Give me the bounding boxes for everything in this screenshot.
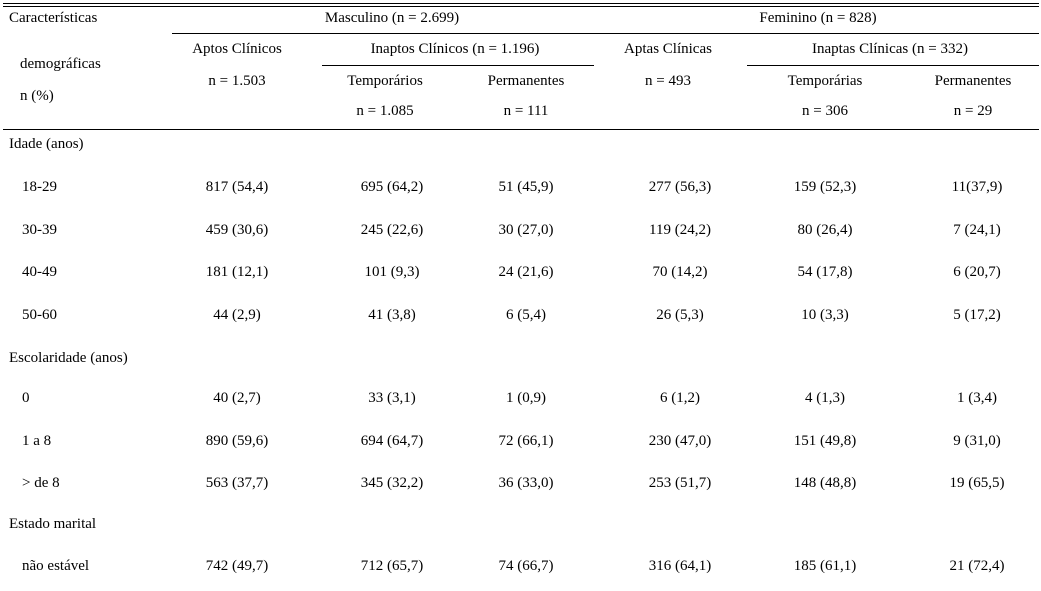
header-temporarias: Temporárias: [787, 73, 863, 89]
table-cell: 253 (51,7): [648, 475, 712, 491]
table-cell: 459 (30,6): [205, 222, 269, 238]
feminino-rule: [596, 33, 1039, 34]
header-permanentes-m: Permanentes: [487, 73, 565, 89]
masculino-rule: [172, 33, 608, 34]
table-cell: 119 (24,2): [649, 222, 711, 238]
row-label: 1 a 8: [22, 433, 52, 449]
table-cell: 6 (20,7): [953, 264, 1001, 280]
table-cell: 742 (49,7): [205, 558, 269, 574]
row-label: 18-29: [22, 179, 57, 195]
header-demographics: demográficas: [20, 56, 101, 72]
header-n-percent: n (%): [20, 88, 54, 104]
row-label: 50-60: [22, 307, 57, 323]
table-cell: 7 (24,1): [953, 222, 1001, 238]
table-cell: 345 (32,2): [360, 475, 424, 491]
section-title: Escolaridade (anos): [9, 350, 128, 366]
table-cell: 11(37,9): [951, 179, 1003, 195]
header-characteristics: Características: [9, 10, 98, 26]
table-cell: 151 (49,8): [793, 433, 857, 449]
table-cell: 890 (59,6): [205, 433, 269, 449]
header-permanentes-f: Permanentes: [934, 73, 1012, 89]
table-cell: 51 (45,9): [498, 179, 554, 195]
section-title: Idade (anos): [9, 136, 84, 152]
table-cell: 19 (65,5): [949, 475, 1005, 491]
table-cell: 6 (5,4): [506, 307, 546, 323]
table-cell: 148 (48,8): [793, 475, 857, 491]
table-cell: 245 (22,6): [360, 222, 424, 238]
row-label: 30-39: [22, 222, 57, 238]
top-rule: [3, 3, 1039, 4]
table-cell: 21 (72,4): [949, 558, 1005, 574]
header-inaptas: Inaptas Clínicas (n = 332): [812, 41, 968, 57]
header-permanentes-f-n: n = 29: [953, 103, 993, 119]
table-cell: 230 (47,0): [648, 433, 712, 449]
table-cell: 44 (2,9): [213, 307, 261, 323]
header-aptos: Aptos Clínicos: [192, 41, 282, 57]
section-title: Estado marital: [9, 516, 97, 532]
table-cell: 817 (54,4): [205, 179, 269, 195]
inaptas-rule: [747, 65, 1039, 66]
header-masculino: Masculino (n = 2.699): [324, 10, 460, 26]
header-temporarios: Temporários: [347, 73, 423, 89]
table-cell: 1 (0,9): [506, 390, 546, 406]
header-temporarias-n: n = 306: [802, 103, 848, 119]
header-bottom-rule: [3, 129, 1039, 130]
table-cell: 277 (56,3): [648, 179, 712, 195]
header-temporarios-n: n = 1.085: [356, 103, 414, 119]
table-cell: 24 (21,6): [498, 264, 554, 280]
table-cell: 4 (1,3): [805, 390, 845, 406]
table-cell: 1 (3,4): [957, 390, 997, 406]
table-cell: 5 (17,2): [953, 307, 1001, 323]
row-label: > de 8: [22, 475, 60, 491]
table-cell: 41 (3,8): [368, 307, 416, 323]
table-cell: 9 (31,0): [953, 433, 1001, 449]
header-inaptos: Inaptos Clínicos (n = 1.196): [370, 41, 540, 57]
table-cell: 33 (3,1): [368, 390, 416, 406]
table-cell: 6 (1,2): [660, 390, 700, 406]
table-cell: 70 (14,2): [652, 264, 708, 280]
table-cell: 185 (61,1): [793, 558, 857, 574]
table-cell: 74 (66,7): [498, 558, 554, 574]
table-cell: 30 (27,0): [498, 222, 554, 238]
table-cell: 40 (2,7): [213, 390, 261, 406]
table-cell: 694 (64,7): [360, 433, 424, 449]
top-rule-second: [3, 6, 1039, 7]
table-cell: 10 (3,3): [801, 307, 849, 323]
header-aptas: Aptas Clínicas: [624, 41, 712, 57]
row-label: 0: [22, 390, 30, 406]
table-cell: 36 (33,0): [498, 475, 554, 491]
row-label: não estável: [22, 558, 90, 574]
table-cell: 72 (66,1): [498, 433, 554, 449]
table-cell: 695 (64,2): [360, 179, 424, 195]
header-permanentes-m-n: n = 111: [503, 103, 549, 119]
row-label: 40-49: [22, 264, 57, 280]
table-cell: 80 (26,4): [797, 222, 853, 238]
table-cell: 159 (52,3): [793, 179, 857, 195]
table-cell: 181 (12,1): [205, 264, 269, 280]
header-aptas-n: n = 493: [645, 73, 691, 89]
inaptos-rule: [322, 65, 594, 66]
table-cell: 26 (5,3): [656, 307, 704, 323]
table-cell: 101 (9,3): [364, 264, 420, 280]
table-cell: 54 (17,8): [797, 264, 853, 280]
table-cell: 316 (64,1): [648, 558, 712, 574]
table-cell: 563 (37,7): [205, 475, 269, 491]
table-cell: 712 (65,7): [360, 558, 424, 574]
header-feminino: Feminino (n = 828): [759, 10, 877, 26]
header-aptos-n: n = 1.503: [208, 73, 266, 89]
